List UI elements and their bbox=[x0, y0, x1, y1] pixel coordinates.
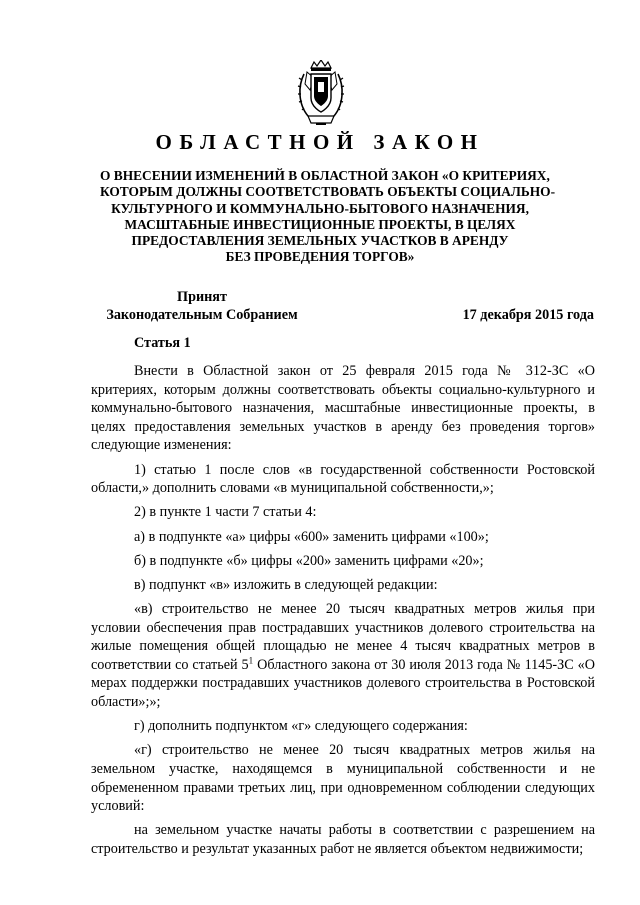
article-item: 1) статью 1 после слов «в государственной собственности Ростовской области,» дополнить словами «в муниципальной собственности,»; bbox=[91, 461, 595, 497]
law-title-line: ПРЕДОСТАВЛЕНИЯ ЗЕМЕЛЬНЫХ УЧАСТКОВ В АРЕНДУ bbox=[131, 233, 509, 249]
law-title-line: КУЛЬТУРНОГО И КОММУНАЛЬНО-БЫТОВОГО НАЗНАЧЕНИЯ, bbox=[111, 200, 529, 216]
article-subitem: в) подпункт «в» изложить в следующей редакции: bbox=[134, 576, 438, 593]
quoted-subitem-v bbox=[91, 600, 595, 712]
quoted-subitem-v-text-cont: Областного закона от 30 июля 2013 года № 1145-ЗС «О мерах поддержки пострадавших участников долевого строительства в Ростовской области»;»; bbox=[91, 656, 596, 711]
law-title-line: БЕЗ ПРОВЕДЕНИЯ ТОРГОВ» bbox=[225, 249, 415, 265]
rostov-oblast-coat-of-arms-icon bbox=[296, 60, 346, 126]
adoption-body: Законодательным Собранием bbox=[106, 307, 298, 323]
article-subitem: а) в подпункте «а» цифры «600» заменить цифрами «100»; bbox=[134, 528, 489, 545]
law-title-line: О ВНЕСЕНИИ ИЗМЕНЕНИЙ В ОБЛАСТНОЙ ЗАКОН «О КРИТЕРИЯХ, bbox=[100, 168, 550, 183]
article-heading: Статья 1 bbox=[134, 335, 191, 351]
article-subitem: г) дополнить подпунктом «г» следующего содержания: bbox=[134, 718, 468, 735]
article-intro: Внести в Областной закон от 25 февраля 2015 года № 312-ЗС «О критериях, которым должны соответствовать объекты социально-культурного и коммунально-бытового назначения, масштабные инвестиционные проекты, в целях предоставления земельных участков в аренду без проведения торгов» следующие изменения: bbox=[91, 363, 595, 454]
condition-item: на земельном участке начаты работы в соответствии с разрешением на строительство и результат указанных работ не является объектом недвижимости; bbox=[91, 822, 595, 857]
law-title-line: КОТОРЫМ ДОЛЖНЫ СООТВЕТСТВОВАТЬ ОБЪЕКТЫ СОЦИАЛЬНО- bbox=[100, 184, 556, 200]
article-item: 2) в пункте 1 части 7 статьи 4: bbox=[134, 504, 317, 521]
article-subitem: б) в подпункте «б» цифры «200» заменить цифрами «20»; bbox=[134, 552, 484, 569]
document-type-heading: ОБЛАСТНОЙ ЗАКОН bbox=[155, 130, 485, 154]
adoption-label: Принят bbox=[177, 289, 227, 305]
article-body bbox=[91, 362, 595, 859]
quoted-subitem-v-text: «в) строительство не менее 20 тысяч квадратных метров жилья при условии обеспечения прав пострадавших участников долевого строительства на жилые помещения общей площадью не менее 4 тысяч квадратных метров в соответствии со статьей 5 bbox=[91, 601, 595, 673]
law-title-line: МАСШТАБНЫЕ ИНВЕСТИЦИОННЫЕ ПРОЕКТЫ, В ЦЕЛЯХ bbox=[124, 216, 516, 232]
law-title bbox=[100, 168, 556, 266]
adoption-date: 17 декабря 2015 года bbox=[462, 307, 594, 323]
article-superscript: 1 bbox=[248, 655, 254, 666]
adoption-block bbox=[92, 288, 312, 324]
quoted-subitem-g: «г) строительство не менее 20 тысяч квадратных метров жилья на земельном участке, находящемся в муниципальной собственности и не обремененном правами третьих лиц, при одновременном соблюдении следующих условий: bbox=[91, 742, 595, 815]
